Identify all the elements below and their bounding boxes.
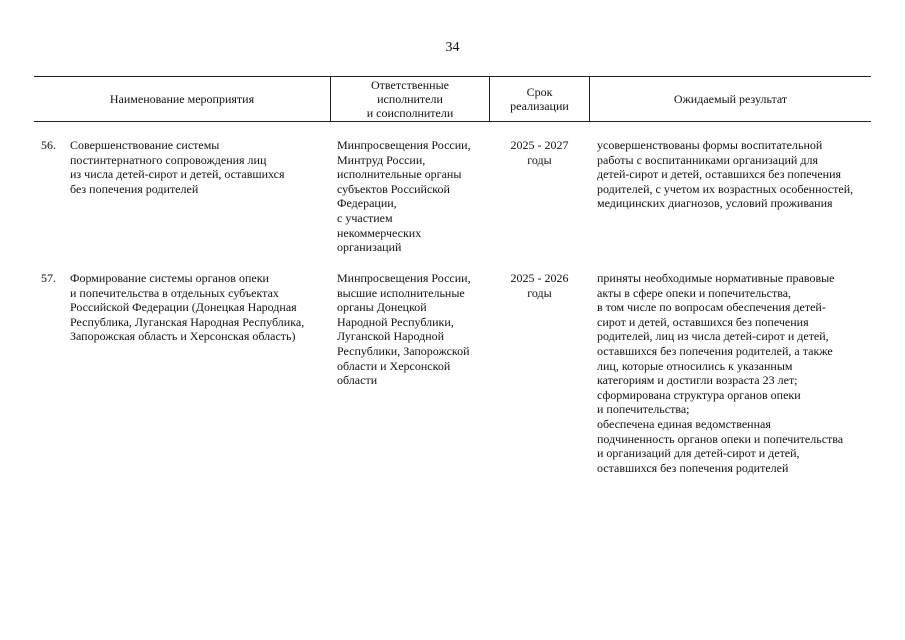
page-number: 34 (445, 40, 460, 55)
row-result: усовершенствованы формы воспитательной работы с воспитанниками организаций для детей-сирот и детей, оставшихся без попечения родителей, с учетом их возрастных особенностей, медицинских диагнозов, условий проживания (597, 138, 854, 211)
row-responsible: Минпросвещения России, высшие исполнительные органы Донецкой Народной Республики, Луганской Народной Республики, Запорожской области и Херсонской области (337, 271, 471, 388)
row-term: 2025 - 2026 годы (510, 271, 569, 300)
header-name: Наименование мероприятия (109, 91, 255, 106)
row-number: 57. (41, 271, 56, 285)
row-name: Совершенствование системы постинтернатного сопровождения лиц из числа детей-сирот и детей, оставшихся без попечения родителей (70, 138, 285, 196)
header-term: Срок реализации (510, 84, 569, 113)
header-bottom-rule (34, 121, 871, 122)
row-result: приняты необходимые нормативные правовые акты в сфере опеки и попечительства, в том числе по вопросам обеспечения детей- сирот и детей, оставшихся без попечения родителей, лиц из числа детей-сирот и детей, оставшихся без попечения родителей, а также лиц, которые относились к указанным категориям и достигли возраста 23 лет; сформирована структура органов опеки и попечительства; обеспечена единая ведомственная подчиненность органов опеки и попечительства и организаций для детей-сирот и детей, оставшихся без попечения родителей (597, 271, 844, 475)
header-result: Ожидаемый результат (673, 91, 788, 106)
row-responsible: Минпросвещения России, Минтруд России, исполнительные органы субъектов Российской Федерации, с участием некоммерческих организаций (337, 138, 471, 255)
header-responsible: Ответственные исполнители и соисполнители (366, 77, 454, 120)
row-term: 2025 - 2027 годы (510, 138, 569, 167)
row-number: 56. (41, 138, 56, 152)
row-name: Формирование системы органов опеки и попечительства в отдельных субъектах Российской Федерации (Донецкая Народная Республика, Луганская Народная Республика, Запорожская область и Херсонская область) (70, 271, 305, 344)
